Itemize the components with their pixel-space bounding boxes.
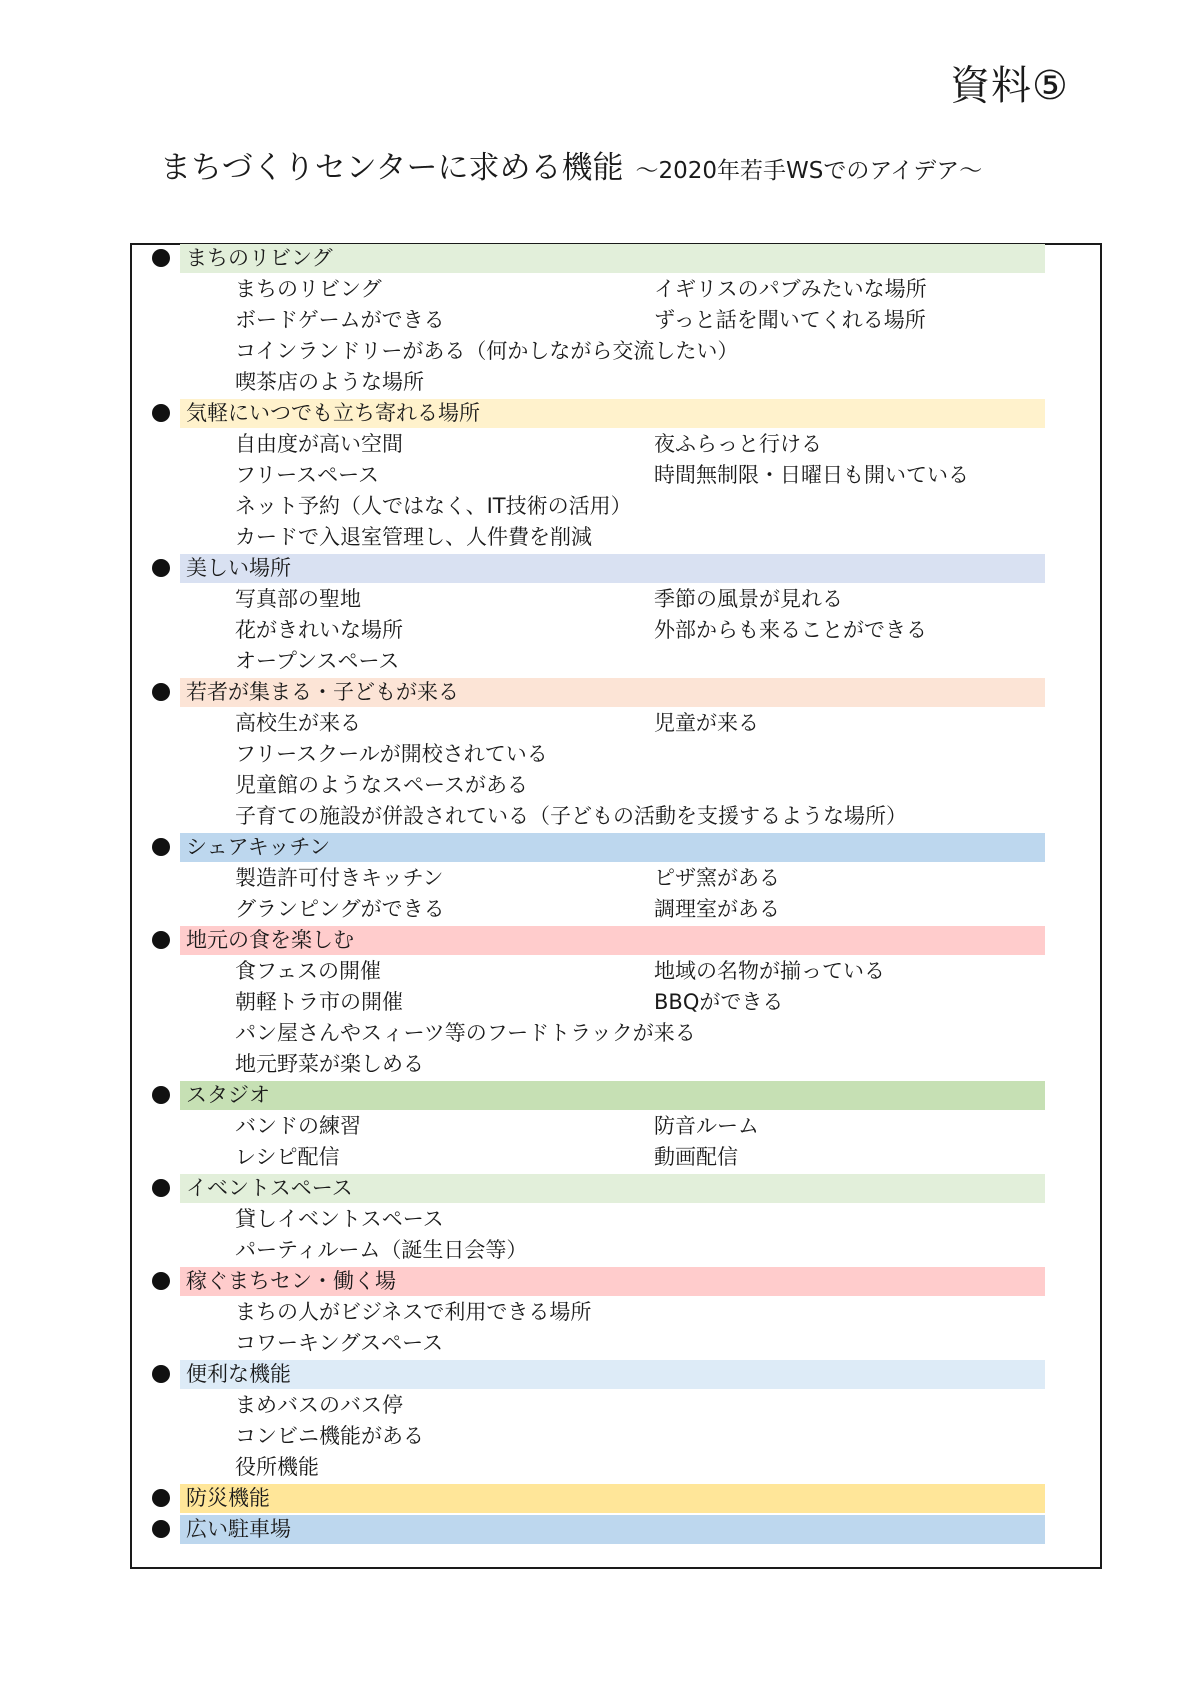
list-item: フリースクールが開校されている — [235, 742, 548, 766]
list-item: パン屋さんやスィーツ等のフードトラックが来る — [235, 1021, 696, 1045]
list-item: 高校生が来る — [235, 711, 361, 735]
list-item: BBQができる — [654, 990, 784, 1014]
category-section — [150, 243, 1050, 398]
list-item-row — [150, 615, 1050, 646]
bullet-icon — [152, 404, 170, 422]
list-item: 夜ふらっと行ける — [654, 432, 822, 456]
list-item: まちのリビング — [235, 277, 382, 301]
list-item: パーティルーム（誕生日会等） — [235, 1238, 528, 1262]
list-item: まちの人がビジネスで利用できる場所 — [235, 1300, 592, 1324]
category-header — [150, 1483, 1050, 1514]
list-item-row — [150, 584, 1050, 615]
category-label: イベントスペース — [186, 1176, 353, 1200]
list-item: ネット予約（人ではなく、IT技術の活用） — [235, 494, 632, 518]
category-section — [150, 1080, 1050, 1173]
list-item: ずっと話を聞いてくれる場所 — [654, 308, 926, 332]
category-section — [150, 1173, 1050, 1266]
page-title-row — [160, 146, 982, 193]
bullet-icon — [152, 1086, 170, 1104]
list-item-row — [150, 1049, 1050, 1080]
category-header — [150, 553, 1050, 584]
category-label: シェアキッチン — [186, 835, 331, 859]
list-item: 朝軽トラ市の開催 — [235, 990, 403, 1014]
list-item: 写真部の聖地 — [235, 587, 361, 611]
list-item-row — [150, 1297, 1050, 1328]
list-item-row — [150, 770, 1050, 801]
list-item: ピザ窯がある — [654, 866, 780, 890]
list-item: 自由度が高い空間 — [235, 432, 403, 456]
bullet-icon — [152, 249, 170, 267]
list-item: 児童が来る — [654, 711, 759, 735]
list-item-row — [150, 1235, 1050, 1266]
category-header — [150, 832, 1050, 863]
list-item: 貸しイベントスペース — [235, 1207, 444, 1231]
category-header — [150, 925, 1050, 956]
list-item: カードで入退室管理し、人件費を削減 — [235, 525, 592, 549]
category-section — [150, 553, 1050, 677]
category-section — [150, 925, 1050, 1080]
category-label: 美しい場所 — [186, 556, 291, 580]
category-header — [150, 1359, 1050, 1390]
list-item-row — [150, 336, 1050, 367]
list-item: 役所機能 — [235, 1455, 319, 1479]
list-item: 食フェスの開催 — [235, 959, 381, 983]
bullet-icon — [152, 1272, 170, 1290]
document-label: 資料⑤ — [950, 63, 1069, 109]
category-label: まちのリビング — [186, 246, 333, 270]
list-item-row — [150, 367, 1050, 398]
category-header — [150, 1514, 1050, 1545]
list-item: コインランドリーがある（何かしながら交流したい） — [235, 339, 739, 363]
list-item-row — [150, 429, 1050, 460]
list-item-row — [150, 646, 1050, 677]
list-item-row — [150, 894, 1050, 925]
bullet-icon — [152, 559, 170, 577]
bullet-icon — [152, 683, 170, 701]
bullet-icon — [152, 1179, 170, 1197]
page-title: まちづくりセンターに求める機能 — [160, 150, 624, 186]
list-item-row — [150, 1018, 1050, 1049]
category-highlight — [180, 554, 1045, 583]
category-section — [150, 1483, 1050, 1514]
category-highlight — [180, 1360, 1045, 1389]
category-highlight — [180, 1081, 1045, 1110]
list-item-row — [150, 1142, 1050, 1173]
bullet-icon — [152, 838, 170, 856]
list-item: オープンスペース — [235, 649, 400, 673]
list-item: 防音ルーム — [654, 1114, 759, 1138]
category-header — [150, 677, 1050, 708]
bullet-icon — [152, 1489, 170, 1507]
bullet-icon — [152, 1365, 170, 1383]
list-item-row — [150, 1452, 1050, 1483]
list-item-row — [150, 1111, 1050, 1142]
category-highlight — [180, 1484, 1045, 1513]
category-section — [150, 832, 1050, 925]
category-section — [150, 1266, 1050, 1359]
list-item-row — [150, 1421, 1050, 1452]
list-item: 子育ての施設が併設されている（子どもの活動を支援するような場所） — [235, 804, 907, 828]
category-label: 広い駐車場 — [186, 1517, 291, 1541]
list-item: 喫茶店のような場所 — [235, 370, 424, 394]
list-item-row — [150, 491, 1050, 522]
list-item-row — [150, 522, 1050, 553]
list-item-row — [150, 460, 1050, 491]
list-item: 製造許可付きキッチン — [235, 866, 444, 890]
list-item: レシピ配信 — [235, 1145, 340, 1169]
bullet-icon — [152, 931, 170, 949]
list-item: 季節の風景が見れる — [654, 587, 843, 611]
list-item: 地元野菜が楽しめる — [235, 1052, 424, 1076]
list-item-row — [150, 1390, 1050, 1421]
category-label: 防災機能 — [186, 1486, 270, 1510]
category-section — [150, 1359, 1050, 1483]
category-section — [150, 398, 1050, 553]
category-label: 稼ぐまちセン・働く場 — [186, 1269, 396, 1293]
list-item: コワーキングスペース — [235, 1331, 444, 1355]
list-item: コンビニ機能がある — [235, 1424, 424, 1448]
category-label: 便利な機能 — [186, 1362, 291, 1386]
list-item: 調理室がある — [654, 897, 780, 921]
page-subtitle: ～2020年若手WSでのアイデア～ — [635, 158, 983, 184]
category-header — [150, 398, 1050, 429]
category-header — [150, 1080, 1050, 1111]
list-item: 動画配信 — [654, 1145, 738, 1169]
list-item-row — [150, 863, 1050, 894]
list-item-row — [150, 274, 1050, 305]
list-item: グランピングができる — [235, 897, 445, 921]
list-item-row — [150, 1328, 1050, 1359]
category-label: 気軽にいつでも立ち寄れる場所 — [186, 401, 480, 425]
list-item-row — [150, 739, 1050, 770]
list-item: 児童館のようなスペースがある — [235, 773, 528, 797]
list-item-row — [150, 305, 1050, 336]
bullet-icon — [152, 1520, 170, 1538]
list-item-row — [150, 1204, 1050, 1235]
list-item-row — [150, 708, 1050, 739]
category-section — [150, 677, 1050, 832]
category-highlight — [180, 1515, 1045, 1544]
list-item-row — [150, 801, 1050, 832]
list-item: 地域の名物が揃っている — [654, 959, 885, 983]
list-item: 外部からも来ることができる — [654, 618, 927, 642]
list-item-row — [150, 956, 1050, 987]
category-label: スタジオ — [186, 1083, 270, 1107]
list-item-row — [150, 987, 1050, 1018]
list-item: フリースペース — [235, 463, 380, 487]
category-header — [150, 1266, 1050, 1297]
list-item: ボードゲームができる — [235, 308, 445, 332]
list-item: イギリスのパブみたいな場所 — [654, 277, 927, 301]
list-item: バンドの練習 — [235, 1114, 361, 1138]
list-item: 時間無制限・日曜日も開いている — [654, 463, 969, 487]
category-header — [150, 1173, 1050, 1204]
function-list — [150, 243, 1050, 1545]
category-header — [150, 243, 1050, 274]
list-item: 花がきれいな場所 — [235, 618, 403, 642]
category-label: 若者が集まる・子どもが来る — [186, 680, 459, 704]
category-section — [150, 1514, 1050, 1545]
category-label: 地元の食を楽しむ — [186, 928, 354, 952]
list-item: まめバスのバス停 — [235, 1393, 403, 1417]
